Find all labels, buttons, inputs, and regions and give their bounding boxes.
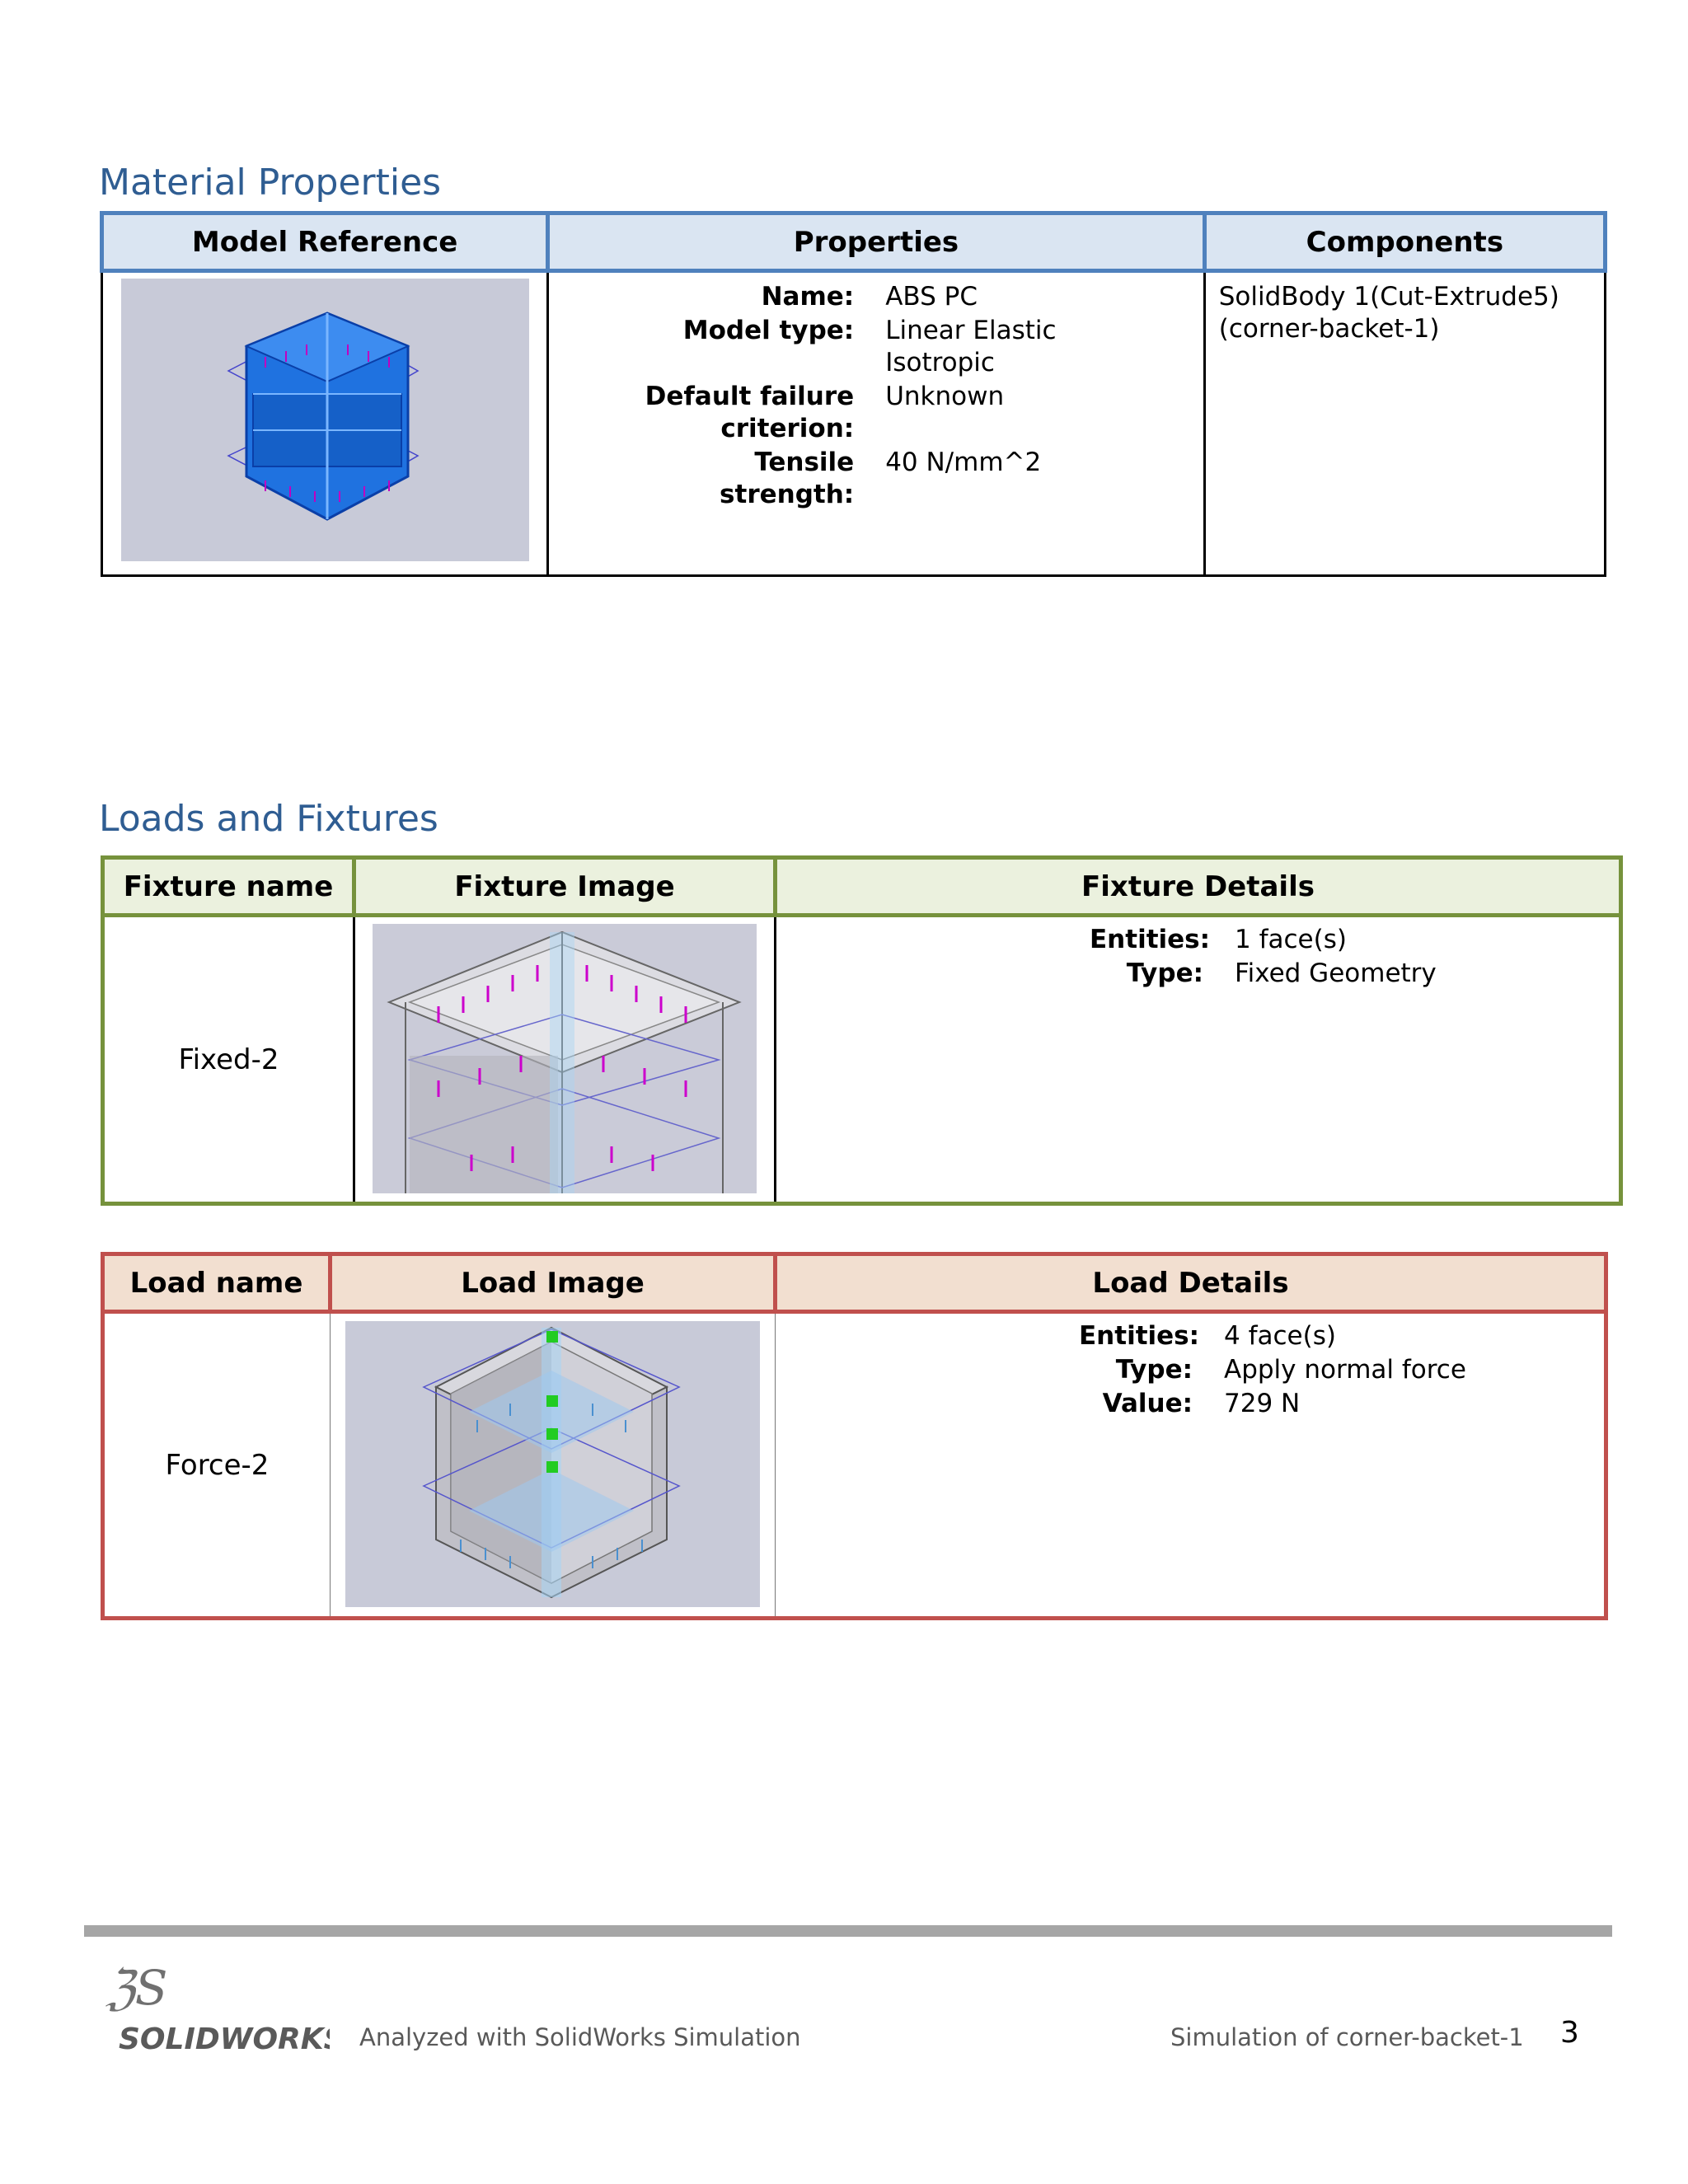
svg-text:ℨS: ℨS	[106, 1960, 168, 2016]
model-reference-image	[121, 279, 529, 561]
fixture-image-cell	[354, 916, 776, 1204]
model-reference-cell	[102, 271, 548, 576]
header-components: Components	[1204, 213, 1605, 271]
fixture-name-cell	[103, 916, 354, 1204]
fixture-type-key: Type:	[1126, 958, 1203, 988]
load-row	[103, 1312, 1606, 1619]
fixture-name: Fixed-2	[178, 1043, 279, 1076]
load-name: Force-2	[165, 1448, 270, 1482]
header-fixture-details: Fixture Details	[776, 858, 1621, 916]
load-header-row	[103, 1254, 1606, 1312]
load-entities-value: 4 face(s)	[1224, 1321, 1336, 1351]
prop-name-value: ABS PC	[885, 282, 978, 312]
fixture-details-cell	[776, 916, 1621, 1204]
load-table	[101, 1252, 1608, 1620]
footer-rule	[84, 1925, 1612, 1937]
footer-analyzed-text: Analyzed with SolidWorks Simulation	[359, 2023, 801, 2051]
load-details-cell	[776, 1312, 1606, 1619]
fixture-header-row	[103, 858, 1621, 916]
components-cell	[1204, 271, 1605, 576]
solidworks-logo	[99, 1953, 330, 2060]
header-model-reference: Model Reference	[102, 213, 548, 271]
load-name-cell	[103, 1312, 331, 1619]
load-value-key: Value:	[1102, 1389, 1193, 1418]
footer-simulation-text: Simulation of corner-backet-1	[1170, 2023, 1524, 2051]
material-row	[102, 271, 1606, 576]
prop-tensile-strength-value: 40 N/mm^2	[885, 448, 1042, 477]
load-entities-key: Entities:	[1079, 1321, 1200, 1351]
page-number: 3	[1560, 2016, 1579, 2050]
prop-model-type-value: Linear Elastic Isotropic	[885, 316, 1057, 377]
fixture-image	[373, 924, 757, 1193]
properties-cell	[548, 271, 1205, 576]
header-load-image: Load Image	[331, 1254, 776, 1312]
components-value: SolidBody 1(Cut-Extrude5)(corner-backet-1)	[1218, 282, 1559, 344]
header-load-details: Load Details	[776, 1254, 1606, 1312]
header-fixture-name: Fixture name	[103, 858, 354, 916]
fixture-type-value: Fixed Geometry	[1235, 958, 1437, 988]
header-fixture-image: Fixture Image	[354, 858, 776, 916]
material-header-row	[102, 213, 1606, 271]
load-value-value: 729 N	[1224, 1389, 1301, 1418]
load-type-key: Type:	[1115, 1355, 1193, 1385]
load-image-cell	[331, 1312, 776, 1619]
fixture-table	[101, 855, 1623, 1206]
loads-fixtures-title: Loads and Fixtures	[99, 798, 438, 840]
header-load-name: Load name	[103, 1254, 331, 1312]
fixture-row	[103, 916, 1621, 1204]
prop-tensile-strength-key: Tensile strength:	[720, 448, 855, 509]
load-image	[345, 1321, 760, 1607]
prop-failure-criterion-key: Default failure criterion:	[645, 382, 855, 443]
prop-name-key: Name:	[761, 282, 855, 312]
fixture-entities-value: 1 face(s)	[1235, 925, 1347, 954]
logo-text: SOLIDWORKS	[119, 2022, 330, 2056]
header-properties: Properties	[548, 213, 1205, 271]
fixture-entities-key: Entities:	[1090, 925, 1211, 954]
material-properties-table	[100, 211, 1607, 577]
load-type-value: Apply normal force	[1224, 1355, 1466, 1385]
material-properties-title: Material Properties	[99, 162, 442, 204]
prop-failure-criterion-value: Unknown	[885, 382, 1005, 411]
prop-model-type-key: Model type:	[682, 316, 855, 345]
